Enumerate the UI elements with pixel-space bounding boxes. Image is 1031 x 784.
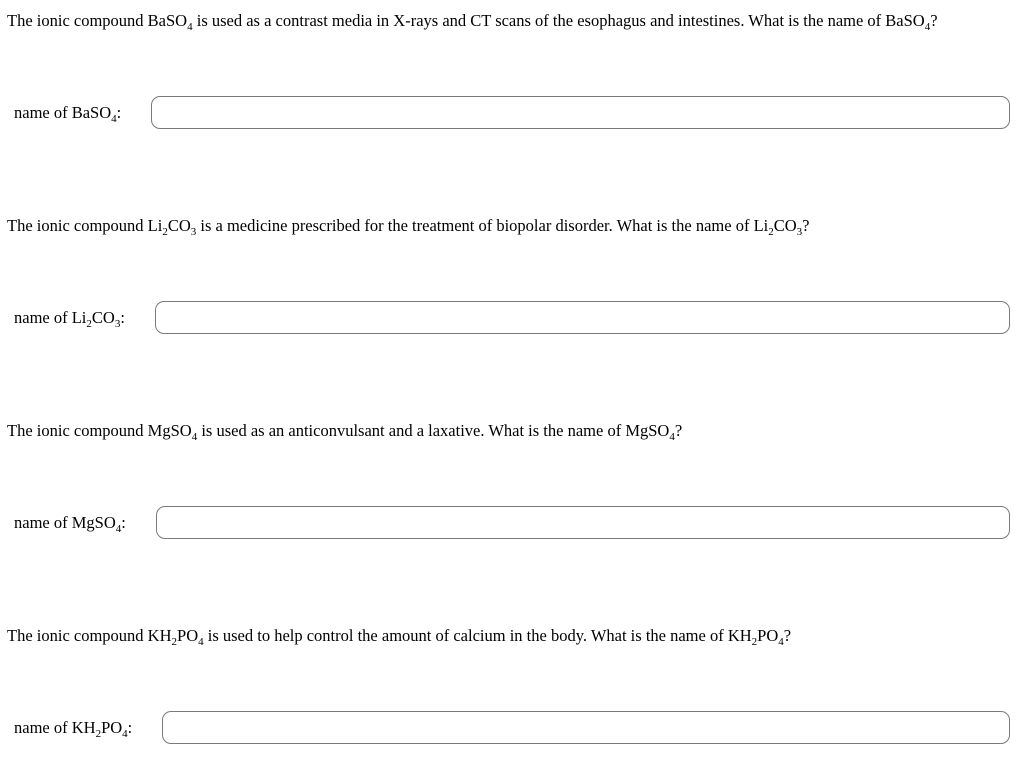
question-prompt: The ionic compound MgSO$_4$ is used as an anticonvulsant and a laxative. What is the name of MgSO$_4$? bbox=[7, 421, 683, 443]
question-baso4 bbox=[7, 8, 1010, 129]
answer-label: name of BaSO$_4$: bbox=[14, 102, 122, 125]
answer-input-kh2po4[interactable] bbox=[162, 711, 1010, 744]
answer-label: name of MgSO$_4$: bbox=[14, 512, 126, 535]
question-mgso4 bbox=[7, 418, 1010, 539]
question-prompt: The ionic compound $KH_2PO_4$ is used to help control the amount of calcium in the body. What is the name of $KH_2PO_4$? bbox=[7, 626, 792, 648]
answer-input-baso4[interactable] bbox=[151, 96, 1010, 129]
question-prompt: The ionic compound $Li_2CO_3$ is a medicine prescribed for the treatment of biopolar disorder. What is the name of $Li_2CO_3$? bbox=[7, 216, 810, 238]
answer-row bbox=[7, 96, 1010, 129]
question-prompt: The ionic compound BaSO$_4$ is used as a contrast media in X-rays and CT scans of the esophagus and intestines. What is the name of BaSO$_4$? bbox=[7, 11, 938, 33]
answer-row bbox=[7, 506, 1010, 539]
answer-row bbox=[7, 711, 1010, 744]
question-li2co3 bbox=[7, 213, 1010, 334]
answer-input-li2co3[interactable] bbox=[155, 301, 1010, 334]
answer-row bbox=[7, 301, 1010, 334]
answer-input-mgso4[interactable] bbox=[156, 506, 1010, 539]
question-kh2po4 bbox=[7, 623, 1010, 744]
answer-label: name of $KH_2PO_4$: bbox=[14, 717, 133, 740]
answer-label: name of $Li_2CO_3$: bbox=[14, 307, 125, 330]
